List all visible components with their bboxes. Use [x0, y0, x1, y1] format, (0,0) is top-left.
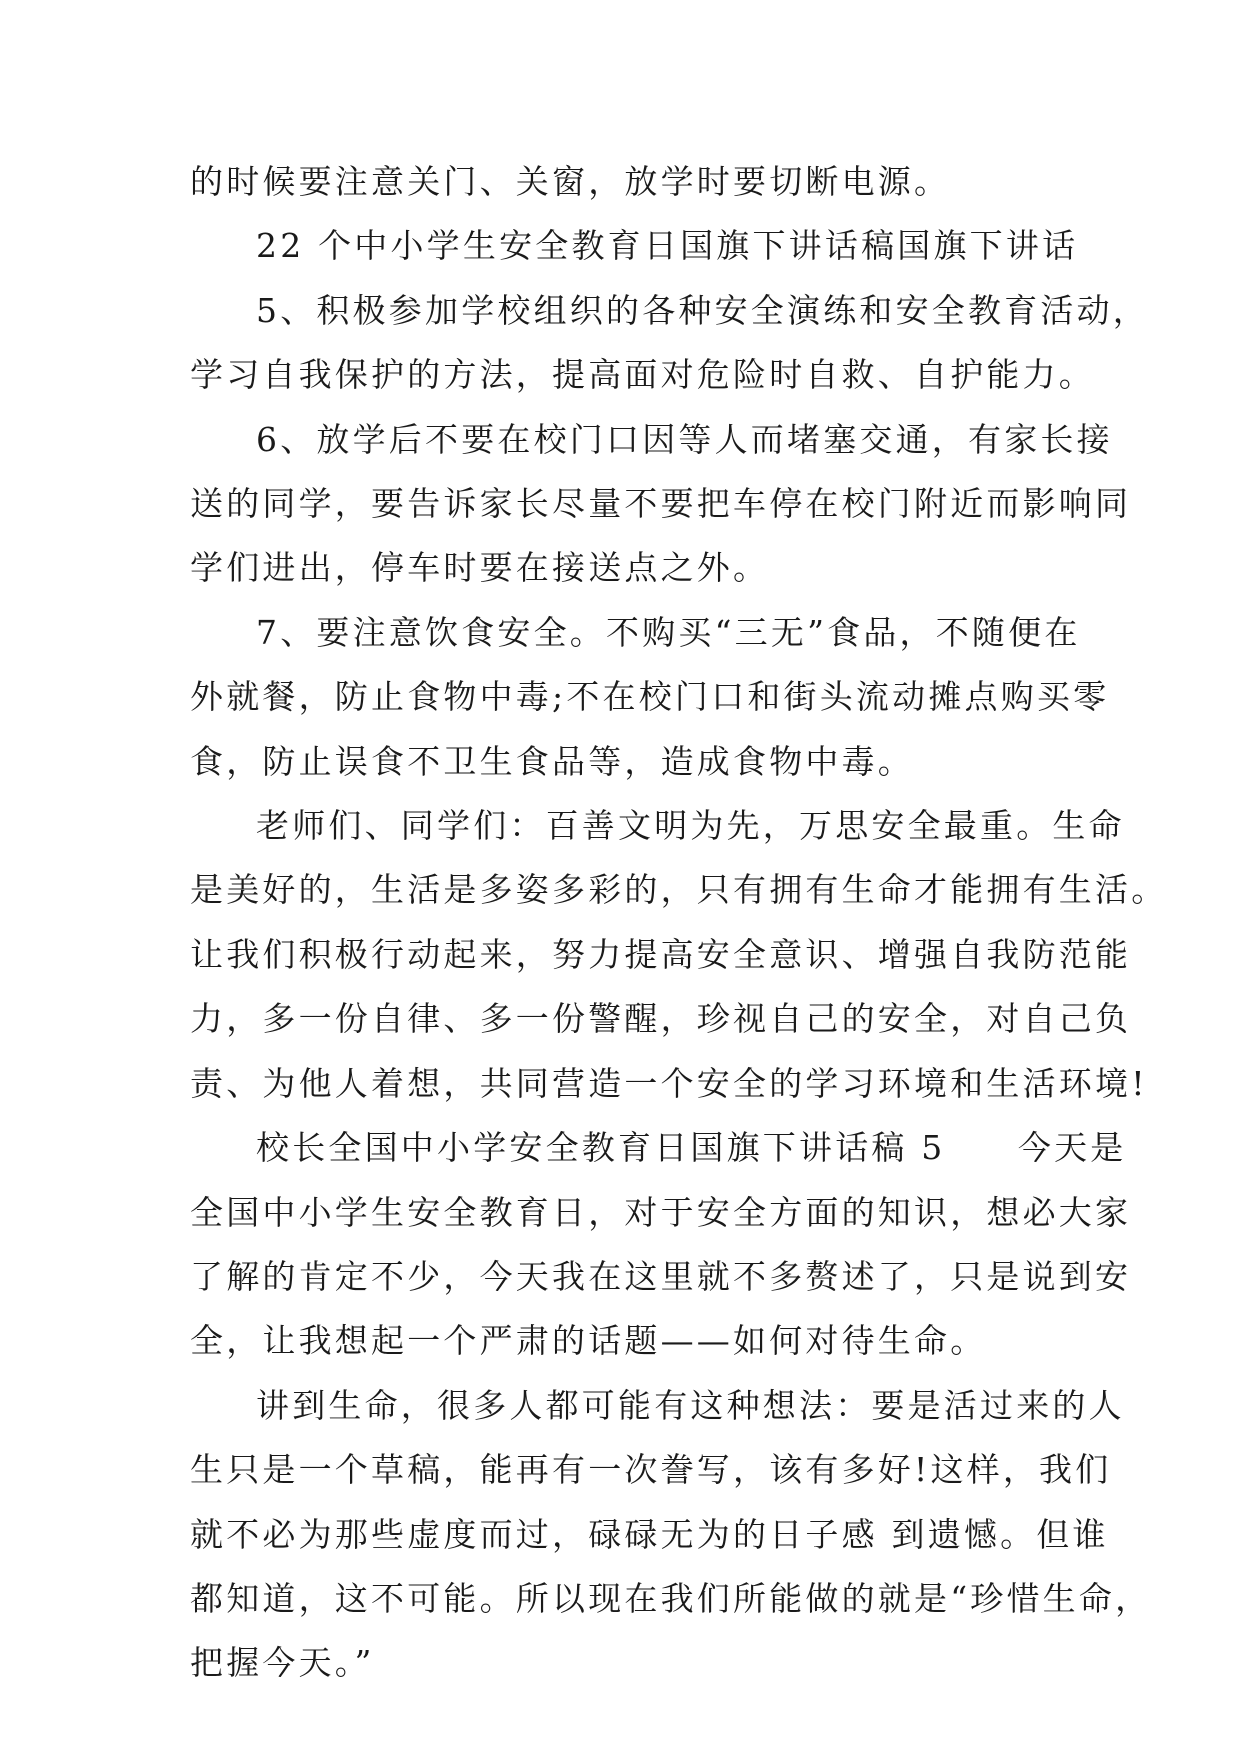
text-line: 让我们积极行动起来，努力提高安全意识、增强自我防范能 — [190, 934, 1132, 974]
text-line: 全国中小学生安全教育日，对于安全方面的知识，想必大家 — [190, 1192, 1132, 1232]
text-line: 把握今天。” — [190, 1643, 375, 1683]
document-body — [190, 150, 1168, 1696]
text-line: 全，让我想起一个严肃的话题——如何对待生命。 — [190, 1321, 987, 1361]
text-line: 送的同学，要告诉家长尽量不要把车停在校门附近而影响同 — [190, 484, 1132, 524]
text-line: 讲到生命，很多人都可能有这种想法：要是活过来的人 — [256, 1385, 1125, 1425]
text-line: 生只是一个草稿，能再有一次誊写，该有多好!这样，我们 — [190, 1450, 1112, 1490]
text-line: 5、积极参加学校组织的各种安全演练和安全教育活动， — [256, 290, 1149, 330]
text-line: 学习自我保护的方法，提高面对危险时自救、自护能力。 — [190, 355, 1095, 395]
text-line: 的时候要注意关门、关窗，放学时要切断电源。 — [190, 162, 951, 201]
text-line: 6、放学后不要在校门口因等人而堵塞交通，有家长接 — [256, 419, 1113, 459]
text-line: 是美好的，生活是多姿多彩的，只有拥有生命才能拥有生活。 — [190, 870, 1168, 910]
text-line: 校长全国中小学安全教育日国旗下讲话稿 5 今天是 — [256, 1128, 1127, 1168]
text-line: 就不必为那些虚度而过，碌碌无为的日子感 到遗憾。但谁 — [190, 1514, 1109, 1554]
text-line: 都知道，这不可能。所以现在我们所能做的就是“珍惜生命， — [190, 1578, 1152, 1618]
text-line: 7、要注意饮食安全。不购买“三无”食品，不随便在 — [256, 612, 1081, 652]
text-line: 责、为他人着想，共同营造一个安全的学习环境和生活环境! — [190, 1063, 1148, 1103]
text-line: 外就餐，防止食物中毒;不在校门口和街头流动摊点购买零 — [190, 677, 1110, 717]
text-line: 食，防止误食不卫生食品等，造成食物中毒。 — [190, 741, 914, 781]
text-line: 老师们、同学们：百善文明为先，万思安全最重。生命 — [256, 806, 1125, 846]
text-line: 学们进出，停车时要在接送点之外。 — [190, 548, 770, 588]
text-line: 了解的肯定不少，今天我在这里就不多赘述了，只是说到安 — [190, 1256, 1132, 1296]
text-line: 力，多一份自律、多一份警醒，珍视自己的安全，对自己负 — [190, 999, 1132, 1039]
text-line: 22 个中小学生安全教育日国旗下讲话稿国旗下讲话 — [256, 226, 1079, 266]
